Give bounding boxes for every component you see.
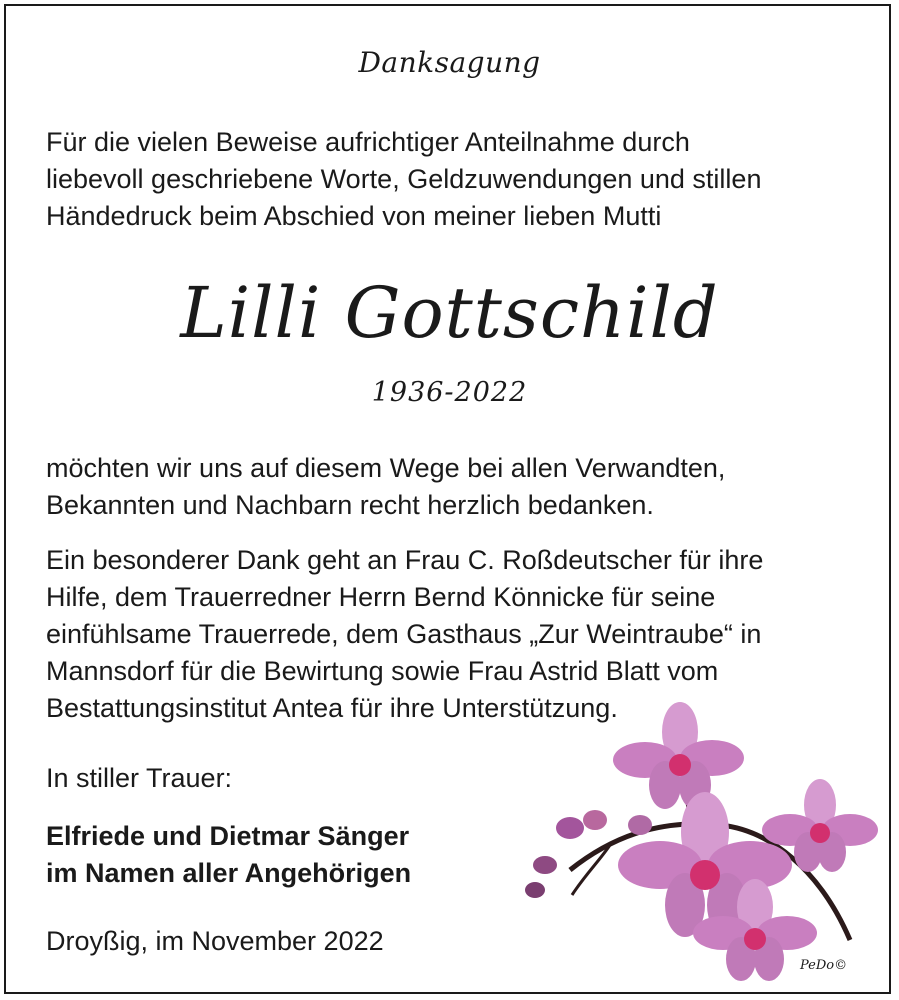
orchid-branch-icon xyxy=(500,700,890,990)
designer-signature: PeDo© xyxy=(800,958,848,973)
intro-paragraph: Für die vielen Beweise aufrichtiger Anteilnahme durch liebevoll geschriebene Worte, Geldzuwendungen und stillen Händedruck beim Abschied von meiner lieben Mutti xyxy=(46,127,762,231)
mourning-label: In stiller Trauer: xyxy=(46,763,233,793)
thanks-general-paragraph: möchten wir uns auf diesem Wege bei allen Verwandten, Bekannten und Nachbarn recht herzlich bedanken. xyxy=(46,453,726,520)
deceased-name: Lilli Gottschild xyxy=(180,272,719,354)
signers-block xyxy=(46,818,411,892)
signer-line: Elfriede und Dietmar Sänger xyxy=(46,821,410,851)
place-date: Droyßig, im November 2022 xyxy=(46,926,384,956)
deceased-years: 1936-2022 xyxy=(371,377,528,408)
thanks-special-paragraph: Ein besonderer Dank geht an Frau C. Roßdeutscher für ihre Hilfe, dem Trauerredner Herrn Bernd Könnicke für seine einfühlsame Trauerrede, dem Gasthaus „Zur Weintraube“ in Mannsdorf für die Bewirtung sowie Frau Astrid Blatt vom Bestattungsinstitut Antea für ihre Unterstützung. xyxy=(46,545,764,723)
signer-line: im Namen aller Angehörigen xyxy=(46,858,412,888)
notice-heading: Danksagung xyxy=(358,46,541,79)
